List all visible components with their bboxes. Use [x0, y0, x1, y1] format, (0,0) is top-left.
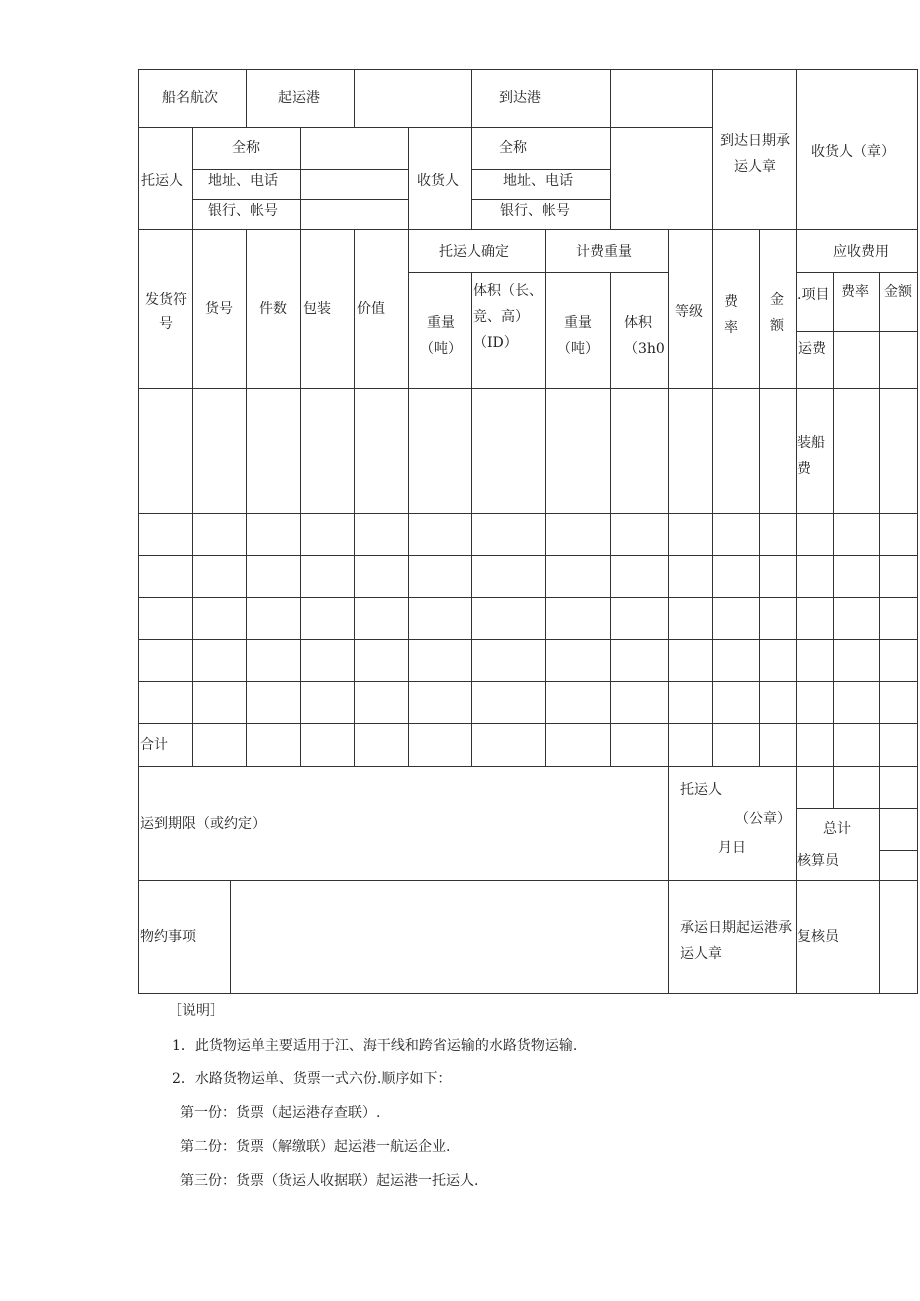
month-day-label: 月日 [718, 840, 746, 856]
note-item: 2．水路货物运单、货票一式六份.顺序如下： [172, 1071, 452, 1087]
fee-item-header: .项目 [797, 287, 830, 303]
shipper-confirmed-header: 托运人确定 [439, 244, 509, 260]
consignee-stamp-label: 收货人（章） [811, 144, 895, 160]
delivery-deadline-label: 运到期限（或约定） [140, 816, 266, 832]
note-item: 1．此货物运单主要适用于江、海干线和跨省运输的水路货物运输. [172, 1038, 578, 1054]
shipper-full-name-label: 全称 [232, 140, 260, 156]
note-item: 第三份：货票（货运人收据联）起运港一托运人. [180, 1173, 479, 1189]
footer-shipper-label: 托运人 [680, 782, 722, 798]
note-item: 第一份：货票（起运港存查联）. [180, 1105, 381, 1121]
arrival-port-label: 到达港 [499, 90, 541, 106]
pieces-column-header: 件数 [259, 301, 287, 317]
volume-lwh-header: 体积（长、竞、高）（ID） [473, 283, 543, 351]
ship-voyage-label: 船名航次 [162, 90, 218, 106]
billing-volume-header: 体积（3h0 [624, 315, 665, 357]
mark-column-header: 发货符号 [145, 292, 187, 332]
official-seal-label: （公章） [735, 811, 791, 827]
accountant-label: 核算员 [797, 853, 839, 869]
billing-weight-header: 计费重量 [576, 244, 632, 260]
shipper-address-phone-label: 地址、电话 [208, 173, 278, 189]
carrier-info-label: 承运日期起运港承运人章 [680, 920, 792, 962]
fee-rate-header: 费率 [841, 284, 869, 300]
amount-column-header: 金额 [770, 292, 784, 334]
value-column-header: 价值 [357, 301, 385, 317]
departure-port-label: 起运港 [278, 90, 320, 106]
agreed-items-label: 物约事项 [140, 929, 196, 945]
receivable-fees-title: 应收费用 [833, 244, 889, 260]
shipper-label: 托运人 [141, 173, 183, 189]
packing-column-header: 包装 [303, 301, 331, 317]
goods-no-column-header: 货号 [205, 301, 233, 317]
note-item: 第二份：货票（解缴联）起运港一航运企业. [180, 1139, 451, 1155]
shipper-bank-account-label: 银行、帐号 [208, 203, 278, 219]
consignee-label: 收货人 [417, 173, 459, 189]
billing-weight-ton-header: 重量（吨） [557, 315, 599, 357]
consignee-bank-account-label: 银行、帐号 [500, 203, 570, 219]
arrival-date-carrier-stamp: 到达日期承运人章 [720, 133, 790, 175]
reviewer-label: 复核员 [797, 929, 839, 945]
freight-fee-label: 运费 [798, 341, 826, 357]
loading-fee-label: 装船费 [797, 435, 825, 477]
subtotal-label: 合计 [140, 737, 168, 753]
notes-heading: ［说明］ [168, 1003, 224, 1019]
grade-column-header: 等级 [675, 304, 703, 320]
rate-column-header: 费率 [724, 294, 738, 336]
consignee-address-phone-label: 地址、电话 [503, 173, 573, 189]
fee-amount-header: 金额 [884, 284, 912, 300]
weight-ton-header: 重量（吨） [420, 315, 462, 357]
total-label: 总计 [823, 821, 851, 837]
consignee-full-name-label: 全称 [499, 140, 527, 156]
